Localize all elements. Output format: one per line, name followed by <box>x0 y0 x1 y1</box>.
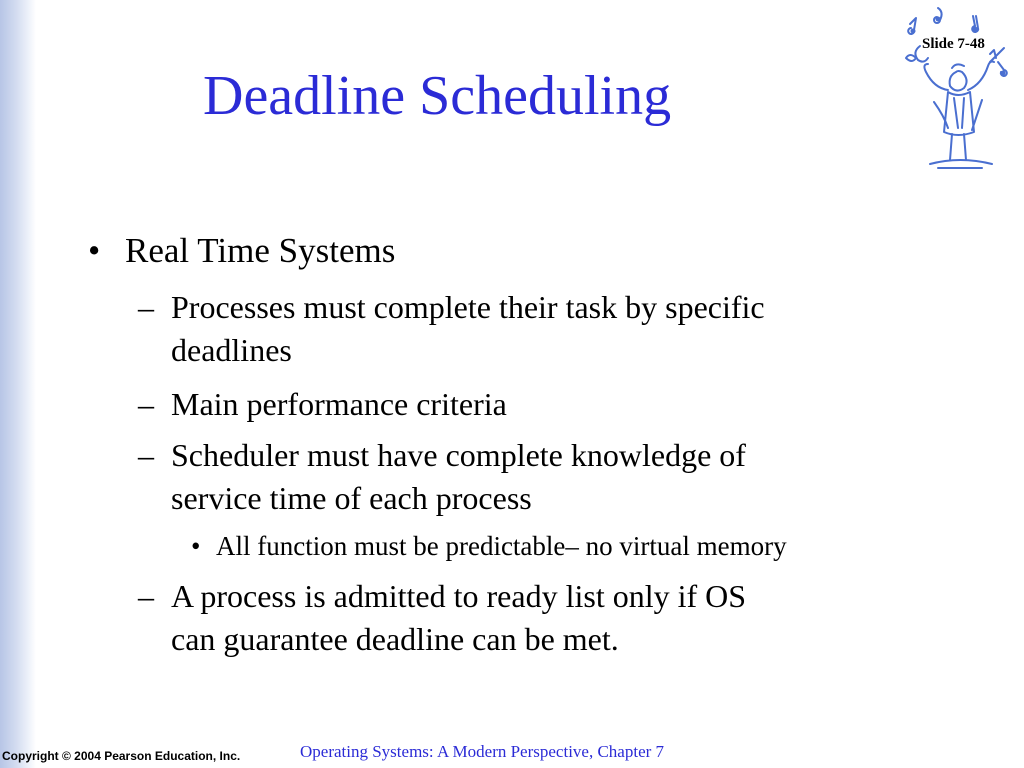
sub-item-processes-line-1: Processes must complete their task by specific <box>171 289 765 325</box>
sub-item-processes-line-2: deadlines <box>171 332 292 368</box>
bullet-item-real-time-systems: Real Time Systems <box>125 231 396 270</box>
sub-item-main-performance: Main performance criteria <box>171 386 507 422</box>
dash-marker: – <box>138 578 154 614</box>
dash-marker: – <box>138 289 154 325</box>
sub-sub-item-predictable: All function must be predictable– no virtual memory <box>216 531 787 561</box>
sub-item-admitted-line-2: can guarantee deadline can be met. <box>171 621 619 657</box>
dash-marker: – <box>138 437 154 473</box>
bullet-marker-small: • <box>191 531 201 561</box>
musical-conductor-clipart <box>898 2 1020 174</box>
footer-book-title: Operating Systems: A Modern Perspective, Chapter 7 <box>300 742 665 761</box>
sub-item-admitted-line-1: A process is admitted to ready list only if OS <box>171 578 747 614</box>
sub-item-scheduler-line-1: Scheduler must have complete knowledge of <box>171 437 746 473</box>
slide-title: Deadline Scheduling <box>203 65 672 127</box>
dash-marker: – <box>138 386 154 422</box>
sub-item-scheduler-line-2: service time of each process <box>171 480 532 516</box>
slide-number: Slide 7-48 <box>922 36 985 52</box>
left-gradient-bar <box>0 0 36 768</box>
footer-copyright: Copyright © 2004 Pearson Education, Inc. <box>2 749 241 763</box>
bullet-marker: • <box>88 231 101 270</box>
